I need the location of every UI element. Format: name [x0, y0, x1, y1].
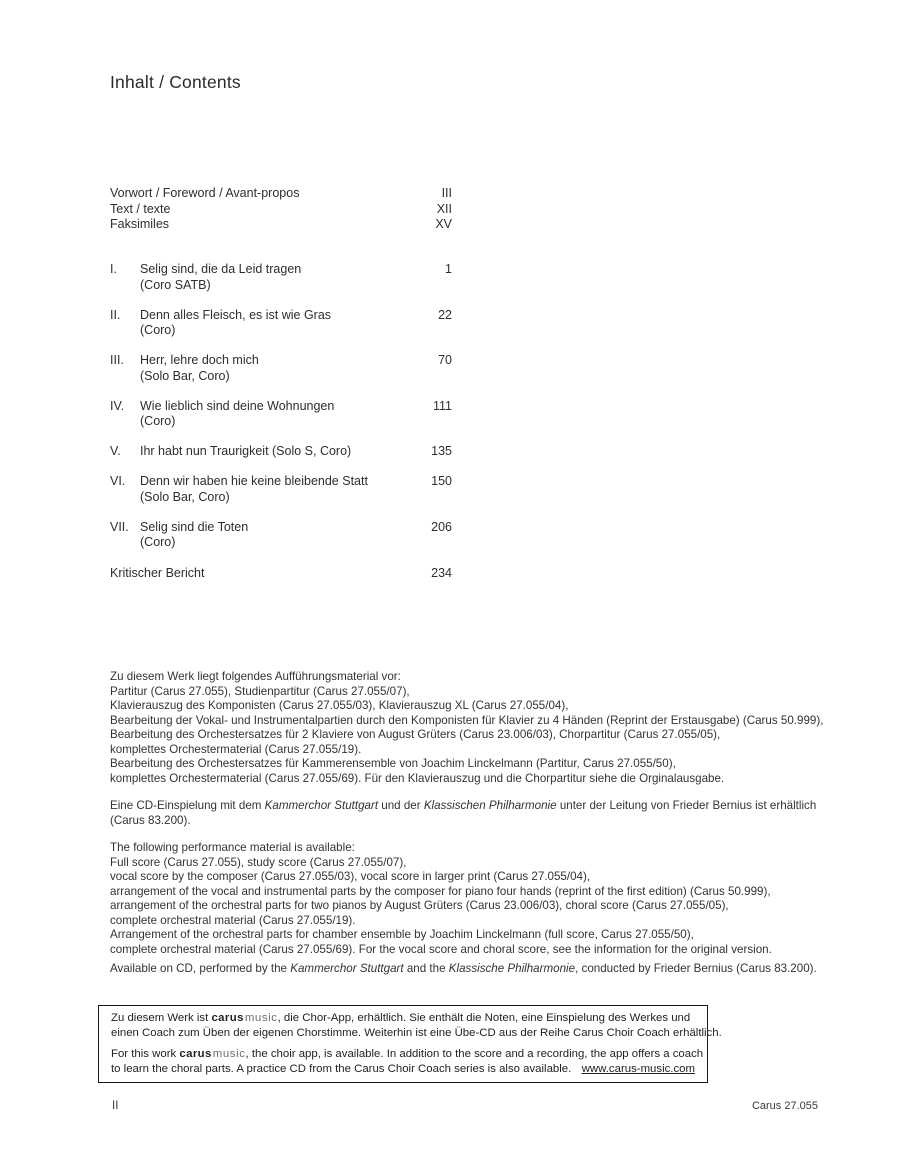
text-segment: Zu diesem Werk ist: [111, 1012, 212, 1024]
text-line: komplettes Orchestermaterial (Carus 27.055/69). Für den Klavierauszug und die Chorpartitur siehe die Orginalausgabe.: [110, 771, 725, 785]
kritischer-bericht-page: 234: [431, 565, 452, 580]
movement-body: [140, 262, 445, 293]
text-segment: Klassischen Philharmonie: [423, 799, 557, 812]
movement-entry: [110, 520, 452, 551]
carus-music-logo: carus: [179, 1048, 212, 1060]
text-line: [111, 1011, 695, 1026]
movement-numeral: VII.: [110, 519, 129, 534]
movement-scoring: (Solo Bar, Coro): [140, 368, 230, 383]
movement-page: 111: [432, 398, 452, 413]
movement-numeral: VI.: [110, 474, 126, 488]
movement-title: Selig sind die Toten: [140, 519, 249, 534]
text-segment: Kammerchor Stuttgart: [264, 799, 379, 812]
text-line: [110, 799, 900, 814]
movement-page: 22: [438, 307, 452, 322]
movement-entry: [110, 399, 452, 430]
german-material-paragraph: [110, 670, 900, 786]
text-segment: Available on CD, performed by the: [110, 962, 291, 975]
english-material-paragraph: [110, 841, 900, 957]
text-line: [110, 814, 900, 829]
app-box-english-text: [111, 1047, 704, 1076]
toc-entry-label: Faksimiles: [110, 217, 170, 231]
text-segment: to learn the choral parts. A practice CD from the Carus Choir Coach series is also available.: [111, 1062, 572, 1075]
movement-entry: [110, 262, 452, 293]
front-matter-list: [110, 186, 452, 233]
text-segment: Eine CD-Einspielung mit dem: [110, 799, 265, 812]
edition-number: Carus 27.055: [751, 1100, 818, 1112]
carus-music-link[interactable]: www.carus-music.com: [581, 1062, 695, 1075]
movement-entry: [110, 474, 452, 505]
text-line: complete orchestral material (Carus 27.055/19).: [110, 913, 356, 927]
toc-entry: [110, 217, 452, 233]
movement-entry: [110, 444, 452, 460]
text-segment: (Carus 83.200).: [110, 813, 191, 827]
text-line: [111, 1026, 722, 1041]
text-line: [111, 1062, 695, 1077]
text-segment: and the: [403, 962, 449, 975]
toc-entry-page: XII: [436, 201, 452, 216]
movement-numeral: III.: [110, 353, 124, 367]
movement-body: [140, 353, 438, 384]
toc-entry-page: XV: [435, 217, 452, 231]
text-segment: , conducted by Frieder Bernius (Carus 83.200).: [575, 962, 817, 975]
movement-entry: [110, 308, 452, 339]
page-number: II: [112, 1100, 119, 1112]
movement-numeral: I.: [110, 262, 117, 276]
text-segment: einen Coach zum Üben der eigenen Chorstimme. Weiterhin ist eine Übe-CD aus der Reihe Carus Choir Coach erhältlich.: [111, 1026, 722, 1039]
movement-scoring: (Coro): [140, 414, 176, 428]
text-segment: , die Chor-App, erhältlich. Sie enthält die Noten, eine Einspielung des Werkes und: [277, 1012, 691, 1024]
text-line: Arrangement of the orchestral parts for chamber ensemble by Joachim Linckelmann (full score, Carus 27.055/50),: [110, 928, 694, 941]
kritischer-bericht-label: Kritischer Bericht: [110, 565, 205, 580]
movement-scoring: (Coro SATB): [140, 277, 211, 292]
carus-music-logo: music: [212, 1048, 246, 1060]
text-segment: , the choir app, is available. In addition to the score and a recording, the app offers a coach: [245, 1048, 704, 1060]
movement-page: 206: [431, 519, 452, 534]
movement-title: Denn wir haben hie keine bleibende Statt: [140, 474, 368, 488]
text-line: Full score (Carus 27.055), study score (Carus 27.055/07),: [110, 855, 407, 869]
text-line: Klavierauszug des Komponisten (Carus 27.055/03), Klavierauszug XL (Carus 27.055/04),: [110, 699, 569, 712]
german-cd-paragraph: [110, 799, 900, 828]
text-line: Bearbeitung der Vokal- und Instrumentalpartien durch den Komponisten für Klavier zu 4 Händen (Reprint der Erstausgabe) (Carus 50.999),: [110, 713, 824, 727]
movement-scoring: (Coro): [140, 323, 176, 337]
text-segment: Klassische Philharmonie: [448, 962, 576, 975]
text-line: vocal score by the composer (Carus 27.055/03), vocal score in larger print (Carus 27.055/04),: [110, 870, 591, 883]
toc-entry-label: Vorwort / Foreword / Avant-propos: [110, 186, 300, 200]
text-line: komplettes Orchestermaterial (Carus 27.055/19).: [110, 742, 362, 756]
text-line: arrangement of the orchestral parts for two pianos by August Grüters (Carus 23.006/03), choral score (Carus 27.055/05),: [110, 899, 729, 912]
text-segment: For this work: [111, 1048, 180, 1060]
text-segment: und der: [378, 799, 424, 812]
carus-music-logo: music: [244, 1012, 278, 1024]
carus-music-logo: carus: [211, 1012, 244, 1024]
english-cd-paragraph: [110, 962, 900, 977]
movement-numeral: IV.: [110, 398, 125, 413]
page-title: Inhalt / Contents: [110, 72, 241, 92]
movement-scoring: (Coro): [140, 535, 176, 549]
movement-scoring: (Solo Bar, Coro): [140, 489, 230, 504]
toc-entry-label: Text / texte: [110, 201, 171, 216]
movements-list: [110, 262, 452, 581]
toc-entry: [110, 202, 452, 218]
movement-body: [140, 474, 431, 505]
movement-entry: [110, 353, 452, 384]
text-line: Bearbeitung des Orchestersatzes für Kammerensemble von Joachim Linckelmann (Partitur, Carus 27.055/50),: [110, 757, 676, 770]
text-segment: Kammerchor Stuttgart: [290, 962, 404, 975]
movement-numeral: II.: [110, 307, 121, 322]
movement-body: [140, 308, 438, 339]
carus-music-app-box: [98, 1005, 722, 1083]
movement-title: Denn alles Fleisch, es ist wie Gras: [140, 307, 332, 322]
movement-title: Selig sind, die da Leid tragen: [140, 262, 302, 276]
text-line: Partitur (Carus 27.055), Studienpartitur (Carus 27.055/07),: [110, 684, 410, 698]
app-box-german-text: [111, 1011, 722, 1040]
movement-page: 1: [445, 262, 452, 276]
movement-title: Herr, lehre doch mich: [140, 353, 259, 367]
text-line: Bearbeitung des Orchestersatzes für 2 Klaviere von August Grüters (Carus 23.006/03), Chorpartitur (Carus 27.055/05),: [110, 728, 721, 741]
movement-page: 150: [431, 474, 452, 488]
text-line: [111, 1047, 704, 1062]
movement-page: 135: [431, 444, 452, 458]
movement-page: 70: [438, 353, 452, 367]
movement-body: [140, 520, 431, 551]
movement-numeral: V.: [110, 444, 121, 458]
movement-body: [140, 444, 431, 460]
movement-title: Wie lieblich sind deine Wohnungen: [140, 398, 335, 413]
movement-body: [140, 399, 433, 430]
toc-entry: [110, 186, 452, 202]
text-line: The following performance material is available:: [110, 841, 355, 854]
text-line: Zu diesem Werk liegt folgendes Aufführungsmaterial vor:: [110, 670, 401, 683]
text-line: [110, 962, 900, 977]
movement-title: Ihr habt nun Traurigkeit (Solo S, Coro): [140, 444, 352, 458]
text-line: complete orchestral material (Carus 27.055/69). For the vocal score and choral score, see the information for the original version.: [110, 942, 772, 956]
kritischer-bericht-entry: [110, 566, 452, 582]
toc-entry-page: III: [441, 186, 452, 200]
text-segment: unter der Leitung von Frieder Bernius ist erhältlich: [556, 799, 817, 812]
text-line: arrangement of the vocal and instrumental parts by the composer for piano four hands (reprint of the first edition) (Carus 50.999),: [110, 884, 771, 898]
